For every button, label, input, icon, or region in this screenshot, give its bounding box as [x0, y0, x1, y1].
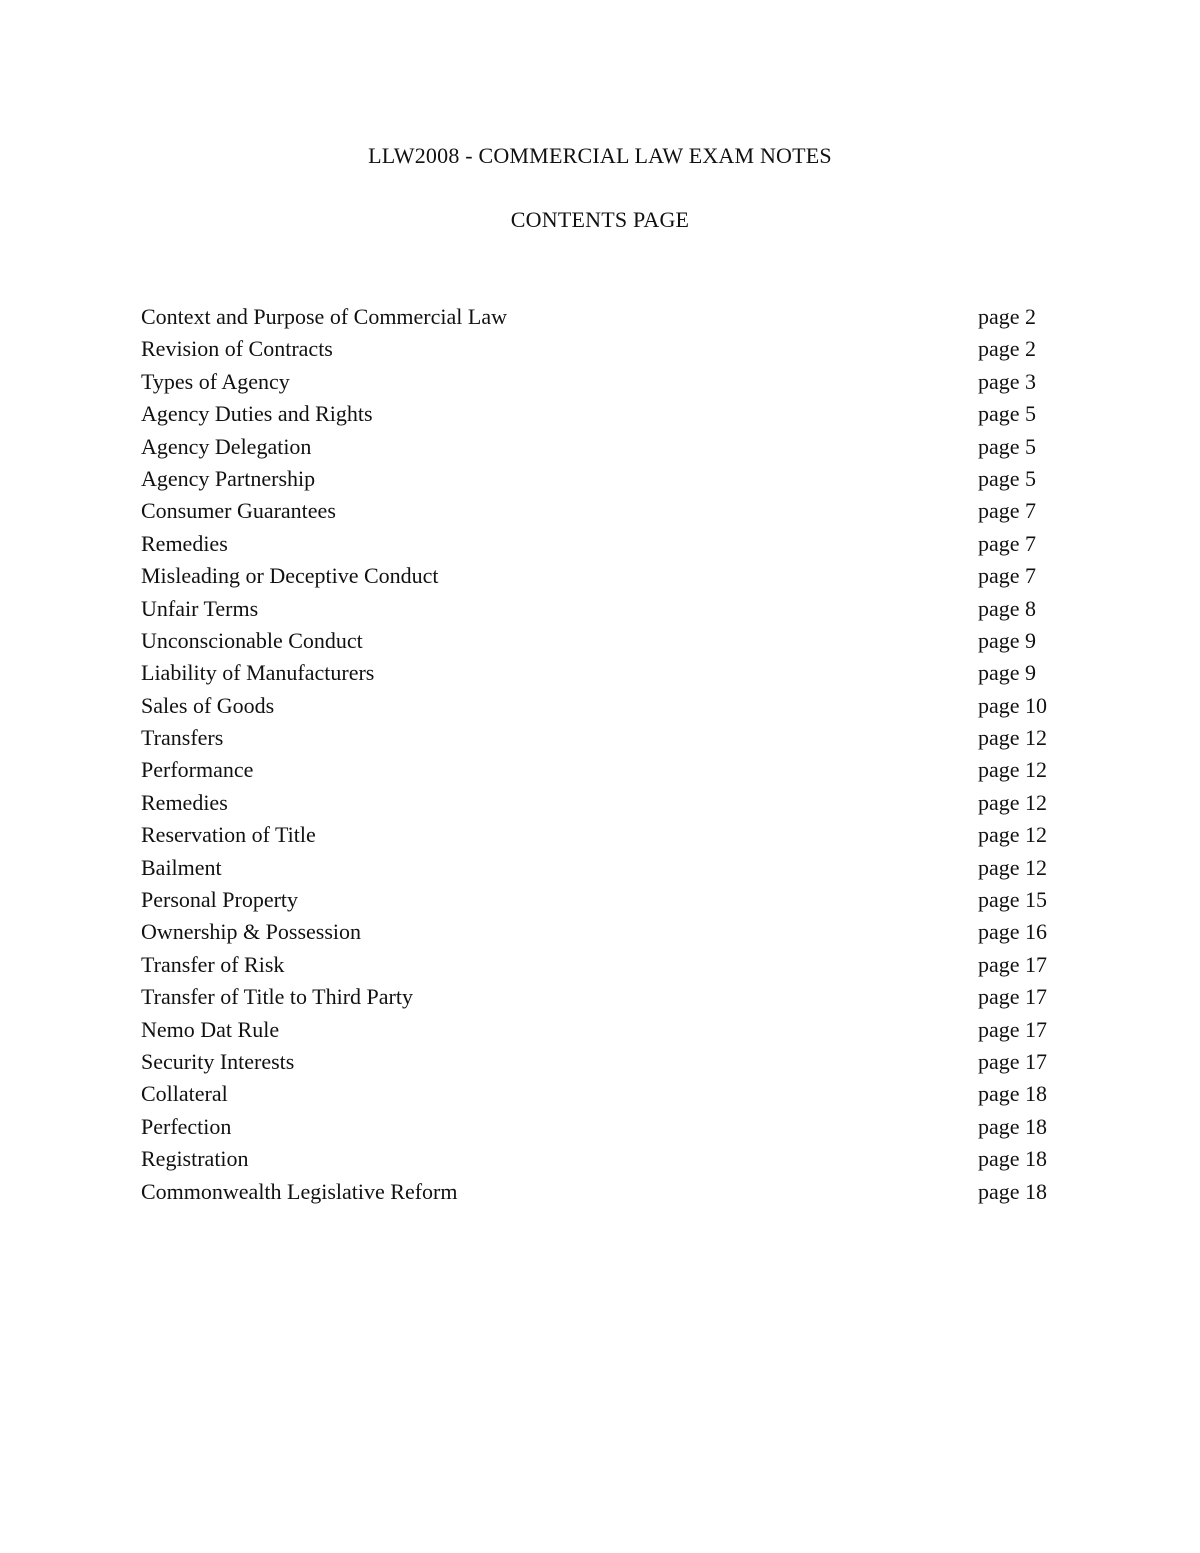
- toc-entry-label: Remedies: [141, 789, 228, 815]
- toc-entry-label: Agency Delegation: [141, 433, 312, 459]
- toc-entry: [141, 595, 1081, 627]
- toc-entry-label: Personal Property: [141, 887, 299, 913]
- toc-entry-page: page 10: [978, 692, 1048, 718]
- toc-entry-page: page 2: [978, 336, 1037, 362]
- toc-entry-label: Liability of Manufacturers: [141, 660, 375, 686]
- toc-entry-page: page 15: [978, 887, 1048, 913]
- toc-entry-label: Commonwealth Legislative Reform: [141, 1178, 458, 1204]
- toc-entry: [141, 368, 1081, 400]
- toc-entry-label: Revision of Contracts: [141, 336, 333, 362]
- toc-entry: [141, 335, 1081, 367]
- toc-entry: [141, 854, 1081, 886]
- toc-entry: [141, 530, 1081, 562]
- toc-entry-page: page 17: [978, 1016, 1048, 1042]
- toc-entry-label: Consumer Guarantees: [141, 498, 336, 524]
- toc-entry-page: page 12: [978, 757, 1048, 783]
- toc-entry-label: Performance: [141, 757, 254, 783]
- toc-entry: [141, 562, 1081, 594]
- toc-entry: [141, 497, 1081, 529]
- toc-entry-page: page 12: [978, 822, 1048, 848]
- toc-entry-page: page 12: [978, 725, 1048, 751]
- toc-entry-page: page 8: [978, 595, 1037, 621]
- contents-heading: CONTENTS PAGE: [510, 207, 690, 232]
- toc-entry-page: page 18: [978, 1081, 1048, 1107]
- document-title: LLW2008 - COMMERCIAL LAW EXAM NOTES: [368, 143, 832, 168]
- toc-entry-page: page 12: [978, 854, 1048, 880]
- toc-entry-page: page 2: [978, 304, 1037, 329]
- toc-entry-label: Misleading or Deceptive Conduct: [141, 563, 439, 589]
- toc-entry-label: Ownership & Possession: [141, 919, 362, 945]
- toc-entry-label: Collateral: [141, 1081, 228, 1107]
- toc-entry: [141, 886, 1081, 918]
- toc-entry-page: page 5: [978, 465, 1037, 491]
- toc-entry-page: page 7: [978, 563, 1037, 589]
- toc-entry-page: page 9: [978, 627, 1037, 653]
- toc-entry-label: Agency Partnership: [141, 465, 316, 491]
- toc-entry-label: Security Interests: [141, 1048, 295, 1074]
- toc-entry: [141, 659, 1081, 691]
- toc-entry-page: page 7: [978, 530, 1037, 556]
- toc-entry-page: page 18: [978, 1113, 1048, 1139]
- toc-entry-page: page 9: [978, 660, 1037, 686]
- table-of-contents: [141, 303, 1081, 1210]
- toc-entry: [141, 627, 1081, 659]
- toc-entry-label: Agency Duties and Rights: [141, 401, 373, 427]
- toc-entry-label: Reservation of Title: [141, 822, 316, 848]
- toc-entry-label: Nemo Dat Rule: [141, 1016, 280, 1042]
- toc-entry: [141, 465, 1081, 497]
- toc-entry: [141, 1178, 1081, 1210]
- toc-entry: [141, 1080, 1081, 1112]
- toc-entry-page: page 12: [978, 789, 1048, 815]
- toc-entry-label: Context and Purpose of Commercial Law: [141, 304, 507, 329]
- toc-entry-page: page 18: [978, 1146, 1048, 1172]
- toc-entry-page: page 17: [978, 951, 1048, 977]
- toc-entry-label: Bailment: [141, 854, 222, 880]
- toc-entry: [141, 1145, 1081, 1177]
- toc-entry-label: Sales of Goods: [141, 692, 275, 718]
- toc-entry: [141, 1016, 1081, 1048]
- toc-entry-label: Unconscionable Conduct: [141, 627, 363, 653]
- toc-entry: [141, 433, 1081, 465]
- toc-entry-page: page 18: [978, 1178, 1048, 1204]
- toc-entry-page: page 16: [978, 919, 1048, 945]
- toc-entry: [141, 918, 1081, 950]
- toc-entry: [141, 692, 1081, 724]
- toc-entry: [141, 789, 1081, 821]
- toc-entry: [141, 821, 1081, 853]
- toc-entry-label: Transfer of Risk: [141, 951, 285, 977]
- toc-entry-label: Transfers: [141, 725, 224, 751]
- toc-entry-page: page 7: [978, 498, 1037, 524]
- toc-entry-page: page 3: [978, 368, 1037, 394]
- toc-entry-label: Transfer of Title to Third Party: [141, 984, 413, 1010]
- toc-entry: [141, 756, 1081, 788]
- toc-entry-label: Unfair Terms: [141, 595, 259, 621]
- toc-entry-label: Remedies: [141, 530, 228, 556]
- toc-entry: [141, 724, 1081, 756]
- toc-entry-page: page 17: [978, 984, 1048, 1010]
- toc-entry: [141, 303, 1081, 335]
- toc-entry: [141, 400, 1081, 432]
- toc-entry-label: Types of Agency: [141, 368, 290, 394]
- toc-entry: [141, 951, 1081, 983]
- toc-entry-page: page 17: [978, 1048, 1048, 1074]
- toc-entry: [141, 1113, 1081, 1145]
- toc-entry: [141, 1048, 1081, 1080]
- toc-entry-page: page 5: [978, 401, 1037, 427]
- toc-entry-page: page 5: [978, 433, 1037, 459]
- toc-entry: [141, 983, 1081, 1015]
- toc-entry-label: Perfection: [141, 1113, 232, 1139]
- toc-entry-label: Registration: [141, 1146, 249, 1172]
